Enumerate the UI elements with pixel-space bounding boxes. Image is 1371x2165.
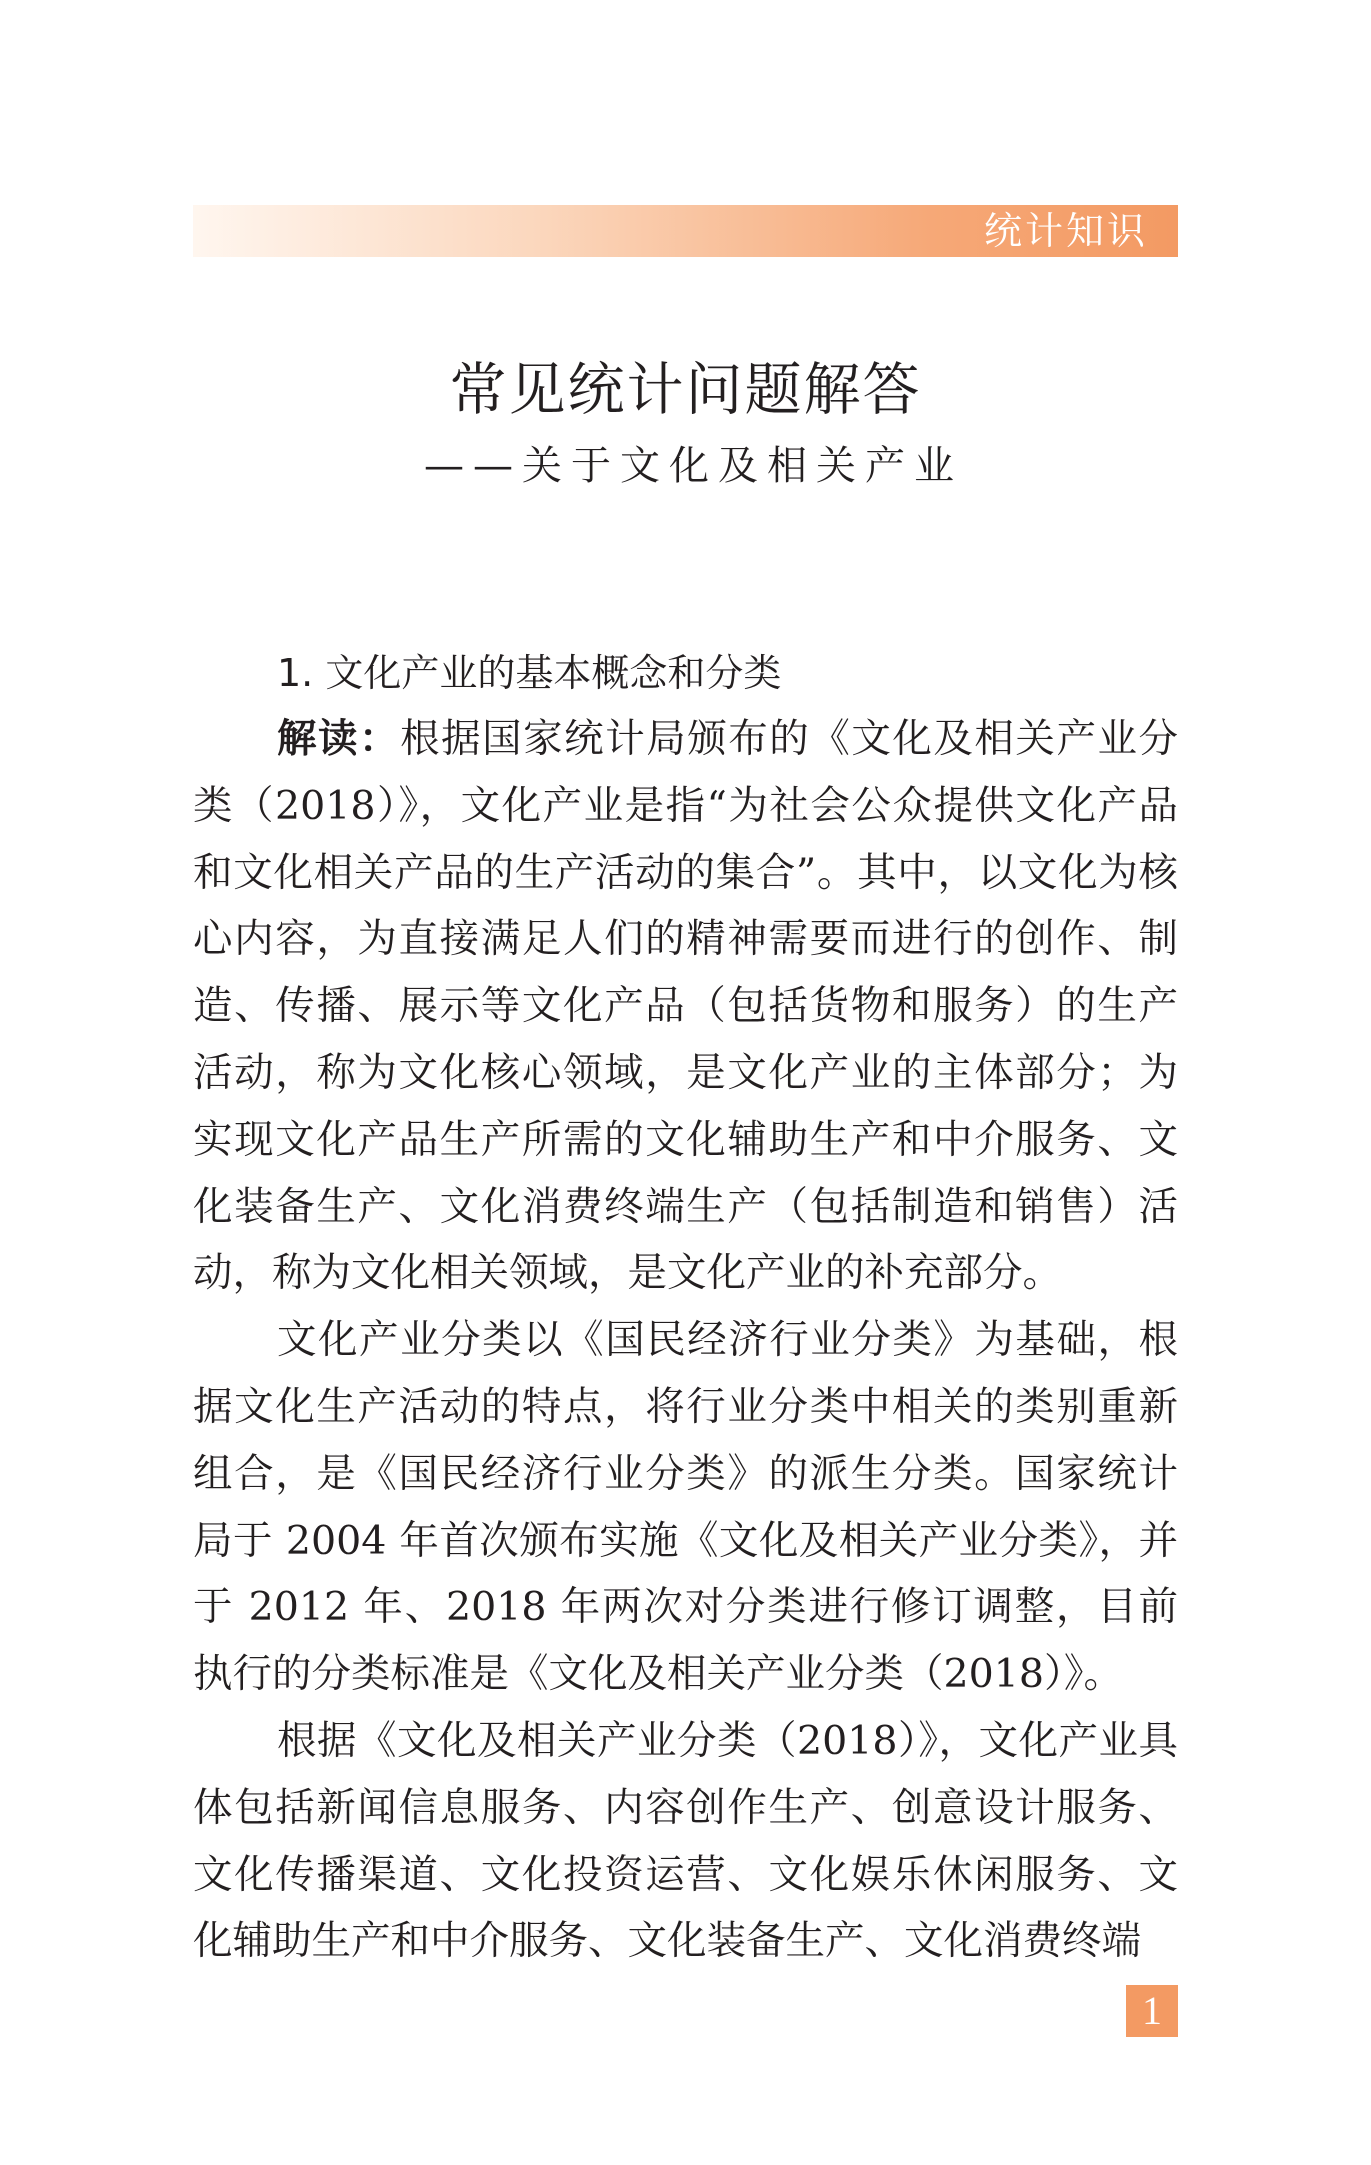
paragraph-3: 根据《文化及相关产业分类（2018）》，文化产业具体包括新闻信息服务、内容创作生产、创意设计服务、文化传播渠道、文化投资运营、文化娱乐休闲服务、文化辅助生产和中介服务、文化装备生产、文化消费终端 <box>193 1717 1178 1965</box>
paragraph-1-text: 根据国家统计局颁布的《文化及相关产业分类（2018）》，文化产业是指“为社会公众提供文化产品和文化相关产品的生产活动的集合”。其中，以文化为核心内容，为直接满足人们的精神需要而进行的创作、制造、传播、展示等文化产品（包括货物和服务）的生产活动，称为文化核心领域，是文化产业的主体部分；为实现文化产品生产所需的文化辅助生产和中介服务、文化装备生产、文化消费终端生产（包括制造和销售）活动，称为文化相关领域，是文化产业的补充部分。 <box>193 716 1179 1297</box>
section-header-band <box>193 205 1178 257</box>
section-heading: 1. 文化产业的基本概念和分类 <box>277 651 782 695</box>
article-title: 常见统计问题解答 <box>449 357 922 423</box>
section-label: 统计知识 <box>983 209 1148 253</box>
paragraph-lead: 解读： <box>277 716 401 762</box>
page-number: 1 <box>1126 1985 1178 2037</box>
article-body <box>193 640 1178 1975</box>
paragraph-1 <box>193 706 1178 1307</box>
article-subtitle: ——关于文化及相关产业 <box>424 443 963 489</box>
paragraph-2: 文化产业分类以《国民经济行业分类》为基础，根据文化生产活动的特点，将行业分类中相关的类别重新组合，是《国民经济行业分类》的派生分类。国家统计局于 2004 年首次颁布实施《文化及相关产业分类》，并于 2012 年、2018 年两次对分类进行修订调整，目前执行的分类标准是《文化及相关产业分类（2018）》。 <box>193 1317 1178 1698</box>
